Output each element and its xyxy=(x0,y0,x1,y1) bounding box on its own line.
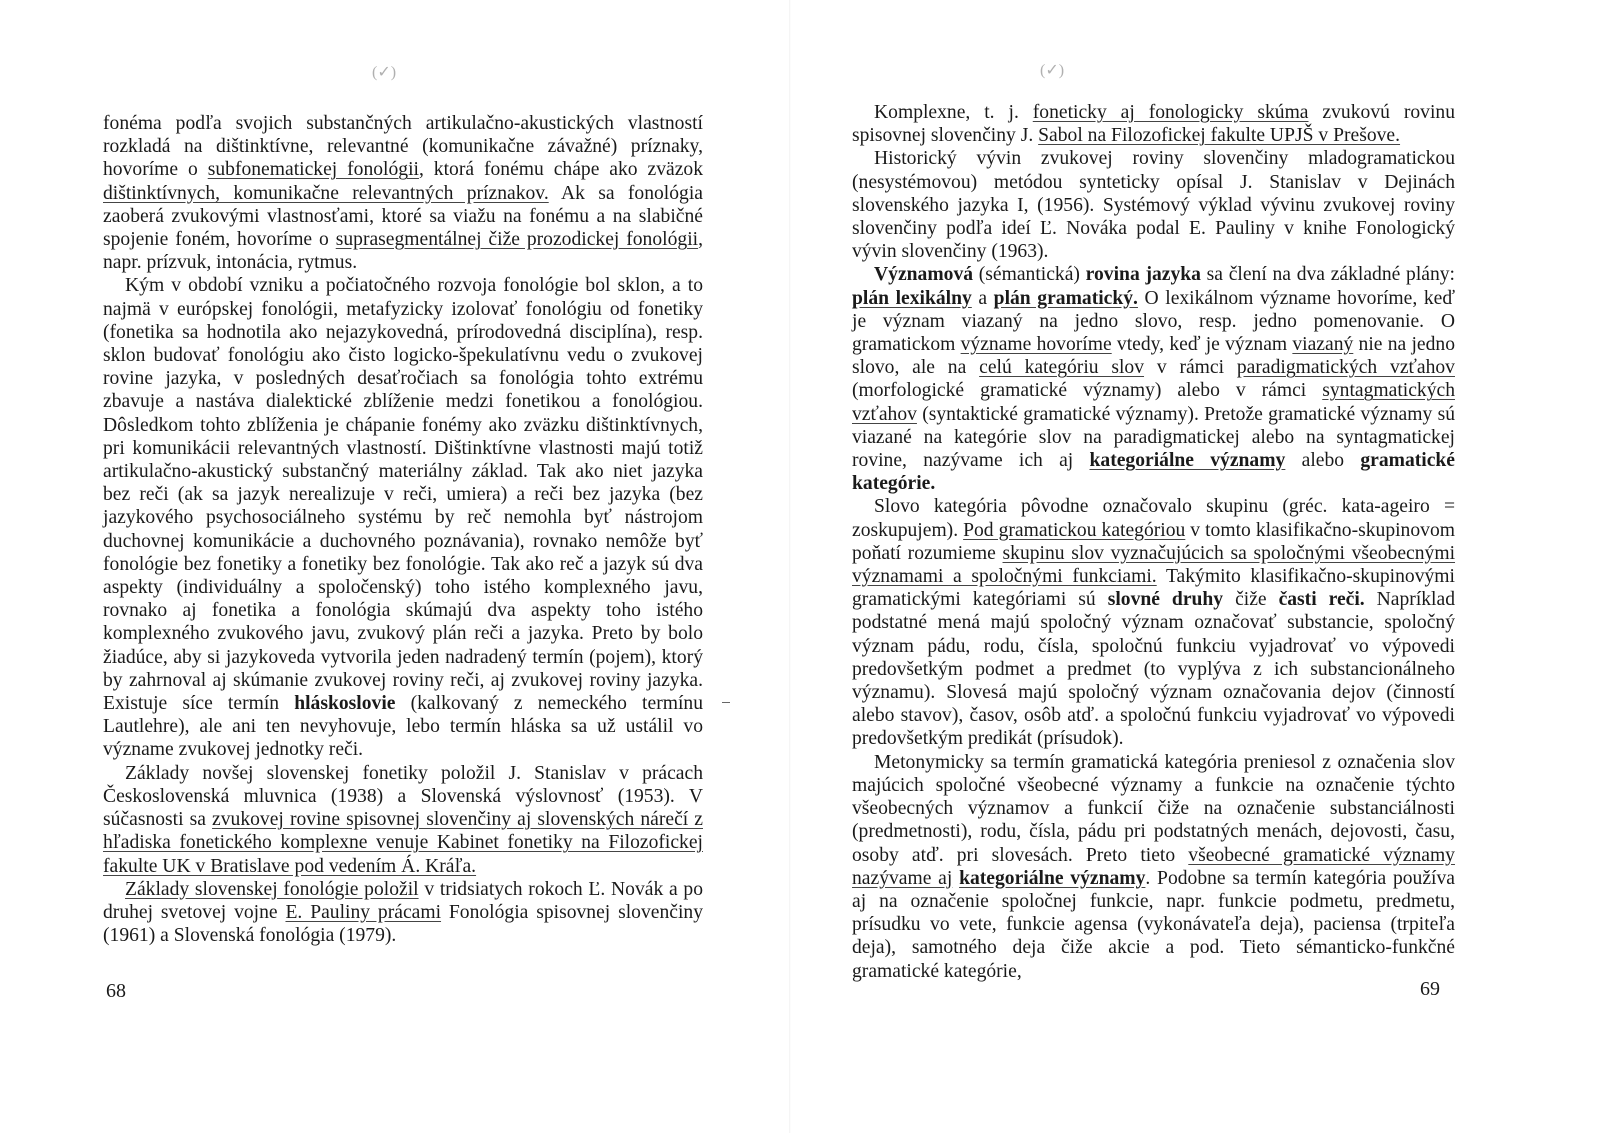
paragraph: Komplexne, t. j. foneticky aj fonologicky skúma zvukovú rovinu spisovnej slovenčiny J. Sabol na Filozofickej fakulte UPJŠ v Prešove. xyxy=(852,102,1455,147)
book-gutter xyxy=(789,0,791,1133)
page-number-right: 69 xyxy=(1420,978,1440,1000)
paragraph: Významová (sémantická) rovina jazyka sa člení na dva základné plány: plán lexikálny a plán gramatický. O lexikálnom význame hovoríme, keď je význam viazaný na jedno slovo, resp. jedno pomenovanie. O gramatickom význame hovoríme vtedy, keď je význam viazaný nie na jedno slovo, ale na celú kategóriu slov v rámci paradigmatických vzťahov (morfologické gramatické významy) alebo v rámci syntagmatických vzťahov (syntaktické gramatické významy). Pretože gramatické významy sú viazané na kategórie slov na paradigmatickej alebo na syntagmatickej rovine, nazývame ich aj kategoriálne významy alebo gramatické kategórie. xyxy=(852,264,1456,495)
paragraph: Slovo kategória pôvodne označovalo skupinu (gréc. kata-ageiro = zoskupujem). Pod gramatickou kategóriou v tomto klasifikačno-skupinovom poňatí rozumieme skupinu slov vyznačujúcich sa spoločnými všeobecnými významami a spoločnými funkciami. Takýmito klasifikačno-skupinovými gramatickými kategóriami sú slovné druhy čiže časti reči. Napríklad podstatné mená majú spoločný význam označovať substancie, spoločný význam pádu, rodu, čísla, spoločnú funkciu vyjadrovať vo výpovedi predovšetkým podmet a predmet (to vyplýva z ich substancionálneho významu). Slovesá majú spoločný význam označovania dejov (činností alebo stavov), časov, osôb atď. a spoločnú funkciu vyjadrovať vo výpovedi predovšetkým predikát (prísudok). xyxy=(852,496,1456,750)
paragraph: Historický vývin zvukovej roviny slovenčiny mladogramatickou (nesystémovou) metódou synteticky opísal J. Stanislav v Dejinách slovenského jazyka I, (1956). Systémový výklad vývinu zvukovej roviny slovenčiny podľa ideí Ľ. Nováka podal E. Pauliny v knihe Fonologický vývin slovenčiny (1963). xyxy=(852,148,1455,263)
pencil-mark-icon: (✓) xyxy=(372,64,397,81)
left-page-text xyxy=(103,112,703,947)
paragraph: fonéma podľa svojich substančných artikulačno-akustických vlastností rozkladá na dištinktívne, relevantné (komunikačne závažné) príznaky, hovoríme o subfonematickej fonológii, ktorá fonému chápe ako zväzok dištinktívnych, komunikačne relevantných príznakov. Ak sa fonológia zaoberá zvukovými vlastnosťami, ktoré sa viažu na fonému a na slabičné spojenie foném, hovoríme o suprasegmentálnej čiže prozodickej fonológii, napr. prízvuk, intonácia, rytmus. xyxy=(103,113,703,274)
paragraph: Základy slovenskej fonológie položil v tridsiatych rokoch Ľ. Novák a po druhej svetovej vojne E. Pauliny prácami Fonológia spisovnej slovenčiny (1961) a Slovenská fonológia (1979). xyxy=(103,878,703,947)
left-page xyxy=(0,0,790,1133)
margin-dash xyxy=(722,702,730,703)
paragraph: Metonymicky sa termín gramatická kategória preniesol z označenia slov majúcich spoločné všeobecné významy a funkcie na označenie týchto všeobecných významov a funkcií čiže na označenie substanciálnosti (predmetnosti), rodu, čísla, pádu pri podstatných menách, dejovosti, času, osoby atď. pri slovesách. Preto tieto všeobecné gramatické významy nazývame aj kategoriálne významy. Podobne sa termín kategória používa aj na označenie spoločnej funkcie, napr. funkcie podmetu, predmetu, prísudku vo vete, funkcie agensa (vykonávateľa deja), paciensa (trpiteľa deja), samotného deja čiže akcie a pod. Tieto sémanticko-funkčné gramatické kategórie, xyxy=(852,751,1455,982)
paragraph: Kým v období vzniku a počiatočného rozvoja fonológie bol sklon, a to najmä v európskej fonológii, metafyzicky izolovať fonológiu od fonetiky (fonetika sa hodnotila ako nejazykovedná, prírodovedná disciplína), resp. sklon budovať fonológiu ako čisto logicko-špekulatívnu vedu o zvukovej rovine jazyka, v posledných desaťročiach sa fonológia tohto extrému zbavuje a nastáva dialektické zblíženie medzi fonetikou a fonológiou. Dôsledkom tohto zblíženia je chápanie fonémy ako zväzku dištinktívnych, pri komunikácii relevantných vlastností. Dištinktívne vlastnosti majú totiž artikulačno-akustický substančný materiálny základ. Tak ako niet jazyka bez reči (ak sa jazyk nerealizuje v reči, umiera) a reči bez jazyka (bez jazykového psychosociálneho systému by reč nemohla byť nástrojom duchovnej komunikácie a duchovného poznávania), rovnako nemôže byť fonológie bez fonetiky a fonetiky bez fonológie. Tak ako reč a jazyk sú dva aspekty (individuálny a spoločenský) toho istého komplexného javu, rovnako aj fonetika a fonológia skúmajú dva aspekty toho istého komplexného zvukového javu, zvukový plán reči a jazyka. Preto by bolo žiadúce, aby si jazykoveda vytvorila jeden nadradený termín (pojem), ktorý by zahrnoval aj skúmanie zvukovej roviny reči, aj zvukovej roviny jazyka. Existuje síce termín hláskoslovie (kalkovaný z nemeckého termínu Lautlehre), ale ani ten nevyhovuje, lebo termín hláska sa už ustálil vo význame zvukovej jednotky reči. xyxy=(103,275,703,761)
page-number-left: 68 xyxy=(106,980,126,1002)
pencil-mark-icon: (✓) xyxy=(1040,62,1065,79)
paragraph: Základy novšej slovenskej fonetiky položil J. Stanislav v prácach Československá mluvnica (1938) a Slovenská výslovnosť (1953). V súčasnosti sa zvukovej rovine spisovnej slovenčiny aj slovenských nárečí z hľadiska fonetického komplexne venuje Kabinet fonetiky na Filozofickej fakulte UK v Bratislave pod vedením Á. Kráľa. xyxy=(103,762,703,877)
right-page-text xyxy=(852,101,1455,983)
